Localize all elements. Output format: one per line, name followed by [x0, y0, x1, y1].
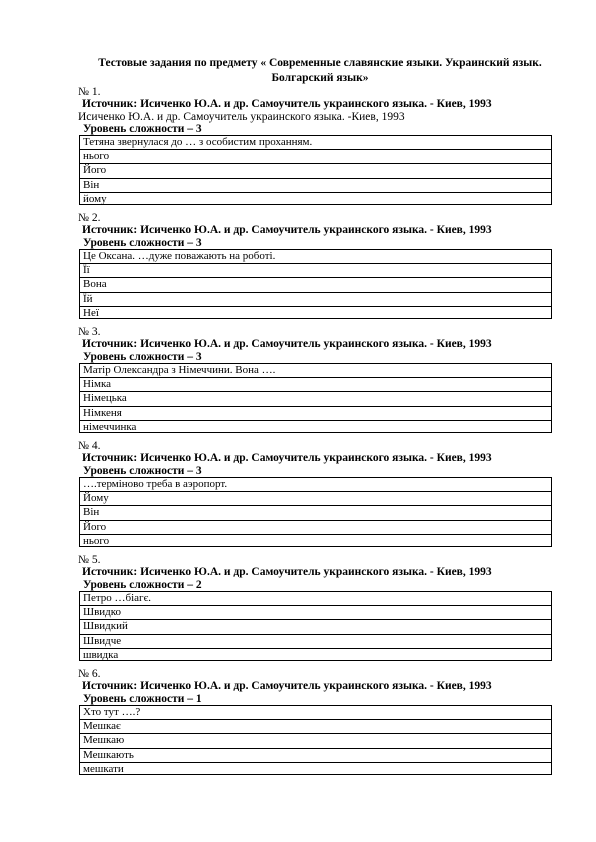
question-number: № 1. — [78, 86, 101, 98]
question-3 — [78, 326, 553, 433]
question-level: Уровень сложности – 3 — [83, 351, 202, 363]
question-1 — [78, 86, 553, 205]
question-number: № 6. — [78, 668, 101, 680]
answer-option: Їй — [80, 293, 551, 307]
answer-option: Мешкають — [80, 749, 551, 763]
answer-option: мешкати — [80, 763, 551, 775]
answer-option: Мешкаю — [80, 734, 551, 748]
answer-table — [79, 705, 552, 775]
answer-table — [79, 591, 552, 661]
answer-option: Його — [80, 164, 551, 178]
question-text: Хто тут ….? — [80, 706, 551, 720]
answer-table — [79, 135, 552, 205]
question-text: Тетяна звернулася до … з особистим проханням. — [80, 136, 551, 150]
answer-option: Німецька — [80, 392, 551, 406]
question-source: Источник: Исиченко Ю.А. и др. Самоучитель украинского языка. - Киев, 1993 — [82, 566, 492, 578]
question-source: Источник: Исиченко Ю.А. и др. Самоучитель украинского языка. - Киев, 1993 — [82, 224, 492, 236]
answer-option: Вона — [80, 278, 551, 292]
question-level: Уровень сложности – 3 — [83, 237, 202, 249]
answer-option: Її — [80, 264, 551, 278]
question-number: № 5. — [78, 554, 101, 566]
question-text: ….терміново треба в аэропорт. — [80, 478, 551, 492]
document-title — [70, 56, 570, 86]
title-line-1: Тестовые задания по предмету « Современные славянские языки. Украинский язык. — [98, 57, 542, 69]
answer-option: Він — [80, 179, 551, 193]
question-text: Матір Олександра з Німеччини. Вона …. — [80, 364, 551, 378]
title-line-2: Болгарский язык» — [271, 72, 369, 84]
question-level: Уровень сложности – 3 — [83, 123, 202, 135]
question-number: № 2. — [78, 212, 101, 224]
question-2 — [78, 212, 553, 319]
answer-option: Неї — [80, 307, 551, 319]
answer-option: Швидко — [80, 606, 551, 620]
question-4 — [78, 440, 553, 547]
question-source: Источник: Исиченко Ю.А. и др. Самоучитель украинского языка. - Киев, 1993 — [82, 680, 492, 692]
question-source: Источник: Исиченко Ю.А. и др. Самоучитель украинского языка. - Киев, 1993 — [82, 452, 492, 464]
question-number: № 4. — [78, 440, 101, 452]
answer-option: Мешкає — [80, 720, 551, 734]
question-text: Це Оксана. …дуже поважають на роботі. — [80, 250, 551, 264]
question-level: Уровень сложности – 3 — [83, 465, 202, 477]
answer-option: німеччинка — [80, 421, 551, 433]
question-text: Петро …біагє. — [80, 592, 551, 606]
answer-option: йому — [80, 193, 551, 205]
answer-option: Його — [80, 521, 551, 535]
answer-option: Німкеня — [80, 407, 551, 421]
answer-table — [79, 477, 552, 547]
answer-option: Йому — [80, 492, 551, 506]
question-number: № 3. — [78, 326, 101, 338]
question-6 — [78, 668, 553, 775]
answer-option: Швидче — [80, 635, 551, 649]
answer-option: нього — [80, 535, 551, 547]
answer-table — [79, 363, 552, 433]
answer-table — [79, 249, 552, 319]
answer-option: Німка — [80, 378, 551, 392]
question-level: Уровень сложности – 2 — [83, 579, 202, 591]
question-5 — [78, 554, 553, 661]
answer-option: нього — [80, 150, 551, 164]
answer-option: швидка — [80, 649, 551, 661]
question-source: Источник: Исиченко Ю.А. и др. Самоучитель украинского языка. - Киев, 1993 — [82, 338, 492, 350]
question-source: Источник: Исиченко Ю.А. и др. Самоучитель украинского языка. - Киев, 1993 — [82, 98, 492, 110]
answer-option: Швидкий — [80, 620, 551, 634]
answer-option: Він — [80, 506, 551, 520]
question-level: Уровень сложности – 1 — [83, 693, 202, 705]
question-source-plain: Исиченко Ю.А. и др. Самоучитель украинского языка. -Киев, 1993 — [78, 111, 405, 123]
